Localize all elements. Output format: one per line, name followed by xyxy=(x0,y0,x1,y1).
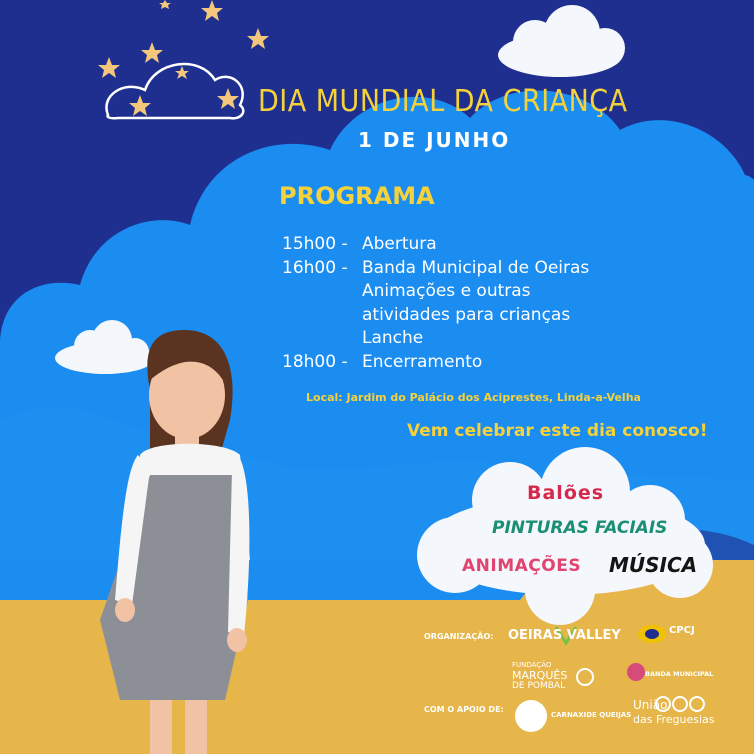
banda-treble-icon xyxy=(627,663,645,681)
uniao-freguesias-logo-line1: União xyxy=(633,698,668,712)
schedule-time xyxy=(282,327,362,351)
activity-pinturas-faciais: PINTURAS FACIAIS xyxy=(492,518,668,538)
schedule-row xyxy=(282,351,589,375)
schedule-time: 18h00 - xyxy=(282,351,348,372)
schedule-row xyxy=(282,327,589,351)
activity-baloes: Balões xyxy=(527,482,605,504)
oeiras-valley-logo: OEIRAS VALLEY xyxy=(508,628,621,643)
schedule-row xyxy=(282,233,589,257)
schedule-text: Banda Municipal de Oeiras xyxy=(362,257,590,278)
support-label: COM O APOIO DE: xyxy=(424,705,504,714)
schedule-time xyxy=(282,304,362,328)
schedule-row xyxy=(282,280,589,304)
schedule-text: Abertura xyxy=(362,234,437,254)
event-title: DIA MUNDIAL DA CRIANÇA xyxy=(258,84,628,119)
program-schedule xyxy=(282,233,589,374)
schedule-text: atividades para crianças xyxy=(362,304,571,325)
fundacao-logo-line2: MARQUÊS xyxy=(512,669,568,682)
schedule-row xyxy=(282,304,589,328)
schedule-time: 15h00 - xyxy=(282,234,348,254)
schedule-text: Encerramento xyxy=(362,351,483,372)
schedule-text: Lanche xyxy=(362,328,424,348)
call-to-action: Vem celebrar este dia conosco! xyxy=(407,421,708,441)
event-location: Local: Jardim do Palácio dos Aciprestes, Linda-a-Velha xyxy=(306,391,641,404)
event-date: 1 DE JUNHO xyxy=(358,128,511,152)
schedule-text: Animações e outras xyxy=(362,281,531,301)
cpcj-logo: CPCJ xyxy=(669,625,695,636)
schedule-row xyxy=(282,257,589,281)
schedule-time: 16h00 - xyxy=(282,257,348,278)
uniao-freguesias-logo-line2: das Freguesias xyxy=(633,713,715,726)
fundacao-logo-line1: FUNDAÇÃO xyxy=(512,661,552,669)
schedule-time xyxy=(282,280,362,304)
carnaxide-emblem-icon xyxy=(515,700,547,732)
fundacao-logo-line3: DE POMBAL xyxy=(512,681,566,691)
carnaxide-queijas-logo: CARNAXIDE QUEIJAS xyxy=(551,711,632,719)
banda-municipal-logo: BANDA MUNICIPAL xyxy=(645,670,714,678)
activity-musica: MÚSICA xyxy=(609,553,698,577)
organization-label: ORGANIZAÇÃO: xyxy=(424,632,494,641)
activity-animacoes: ANIMAÇÕES xyxy=(462,556,582,576)
program-heading: PROGRAMA xyxy=(279,182,435,210)
